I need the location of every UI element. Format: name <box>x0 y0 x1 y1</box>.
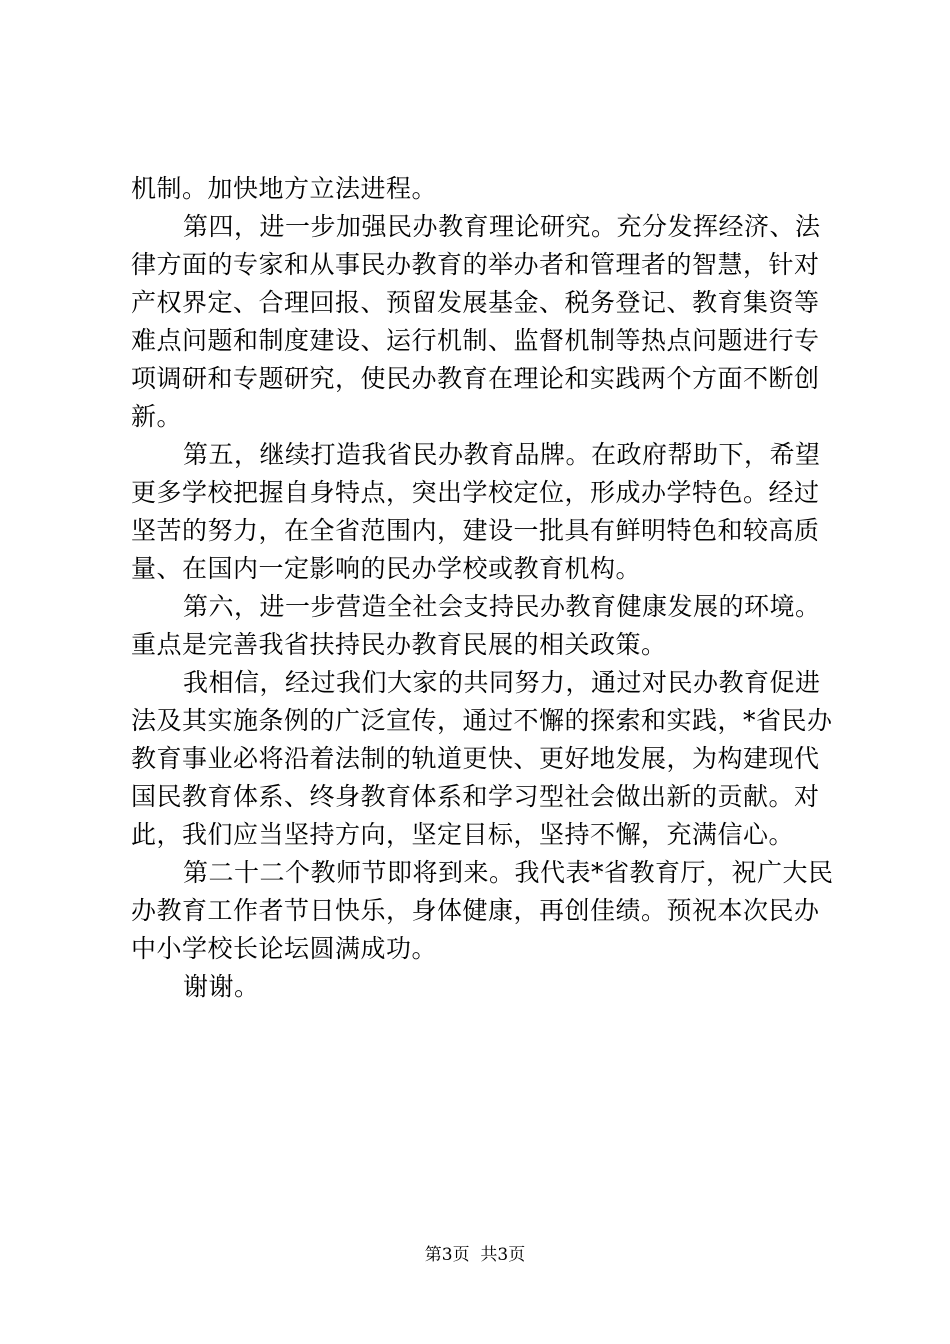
text-line: 量、在国内一定影响的民办学校或教育机构。 <box>131 554 642 583</box>
text-line: 坚苦的努力，在全省范围内，建设一批具有鲜明特色和较高质 <box>131 516 820 545</box>
paragraph-sixth-point <box>131 588 831 664</box>
text-line: 产权界定、合理回报、预留发展基金、税务登记、教育集资等 <box>131 288 820 317</box>
document-body <box>131 170 834 1006</box>
paragraph-conclusion <box>131 664 831 854</box>
text-line: 新。 <box>131 402 183 431</box>
text-line: 中小学校长论坛圆满成功。 <box>131 934 438 963</box>
text-line: 项调研和专题研究，使民办教育在理论和实践两个方面不断创 <box>131 364 820 393</box>
text-line: 此，我们应当坚持方向，坚定目标，坚持不懈，充满信心。 <box>131 820 795 849</box>
paragraph-fifth-point <box>131 436 831 588</box>
paragraph-fourth-point <box>131 208 831 436</box>
paragraph-thanks <box>131 968 831 1006</box>
text-line: 第四，进一步加强民办教育理论研究。充分发挥经济、法 <box>183 212 821 241</box>
paragraph-teachers-day <box>131 854 834 968</box>
text-line: 办教育工作者节日快乐，身体健康，再创佳绩。预祝本次民办 <box>131 896 820 925</box>
text-line: 第二十二个教师节即将到来。我代表*省教育厅，祝广大民 <box>183 858 834 887</box>
text-line: 谢谢。 <box>183 972 260 1001</box>
paragraph-continuation <box>131 170 831 208</box>
text-line: 重点是完善我省扶持民办教育民展的相关政策。 <box>131 630 667 659</box>
text-line: 法及其实施条例的广泛宣传，通过不懈的探索和实践，*省民办 <box>131 706 833 735</box>
page-number: 第3页 共3页 <box>424 1245 526 1265</box>
text-line: 律方面的专家和从事民办教育的举办者和管理者的智慧，针对 <box>131 250 820 279</box>
text-line: 更多学校把握自身特点，突出学校定位，形成办学特色。经过 <box>131 478 820 507</box>
text-line: 难点问题和制度建设、运行机制、监督机制等热点问题进行专 <box>131 326 820 355</box>
text-line: 机制。加快地方立法进程。 <box>131 174 438 203</box>
text-line: 国民教育体系、终身教育体系和学习型社会做出新的贡献。对 <box>131 782 820 811</box>
text-line: 我相信，经过我们大家的共同努力，通过对民办教育促进 <box>183 668 821 697</box>
text-line: 第六，进一步营造全社会支持民办教育健康发展的环境。 <box>183 592 821 621</box>
text-line: 第五，继续打造我省民办教育品牌。在政府帮助下，希望 <box>183 440 821 469</box>
text-line: 教育事业必将沿着法制的轨道更快、更好地发展，为构建现代 <box>131 744 820 773</box>
